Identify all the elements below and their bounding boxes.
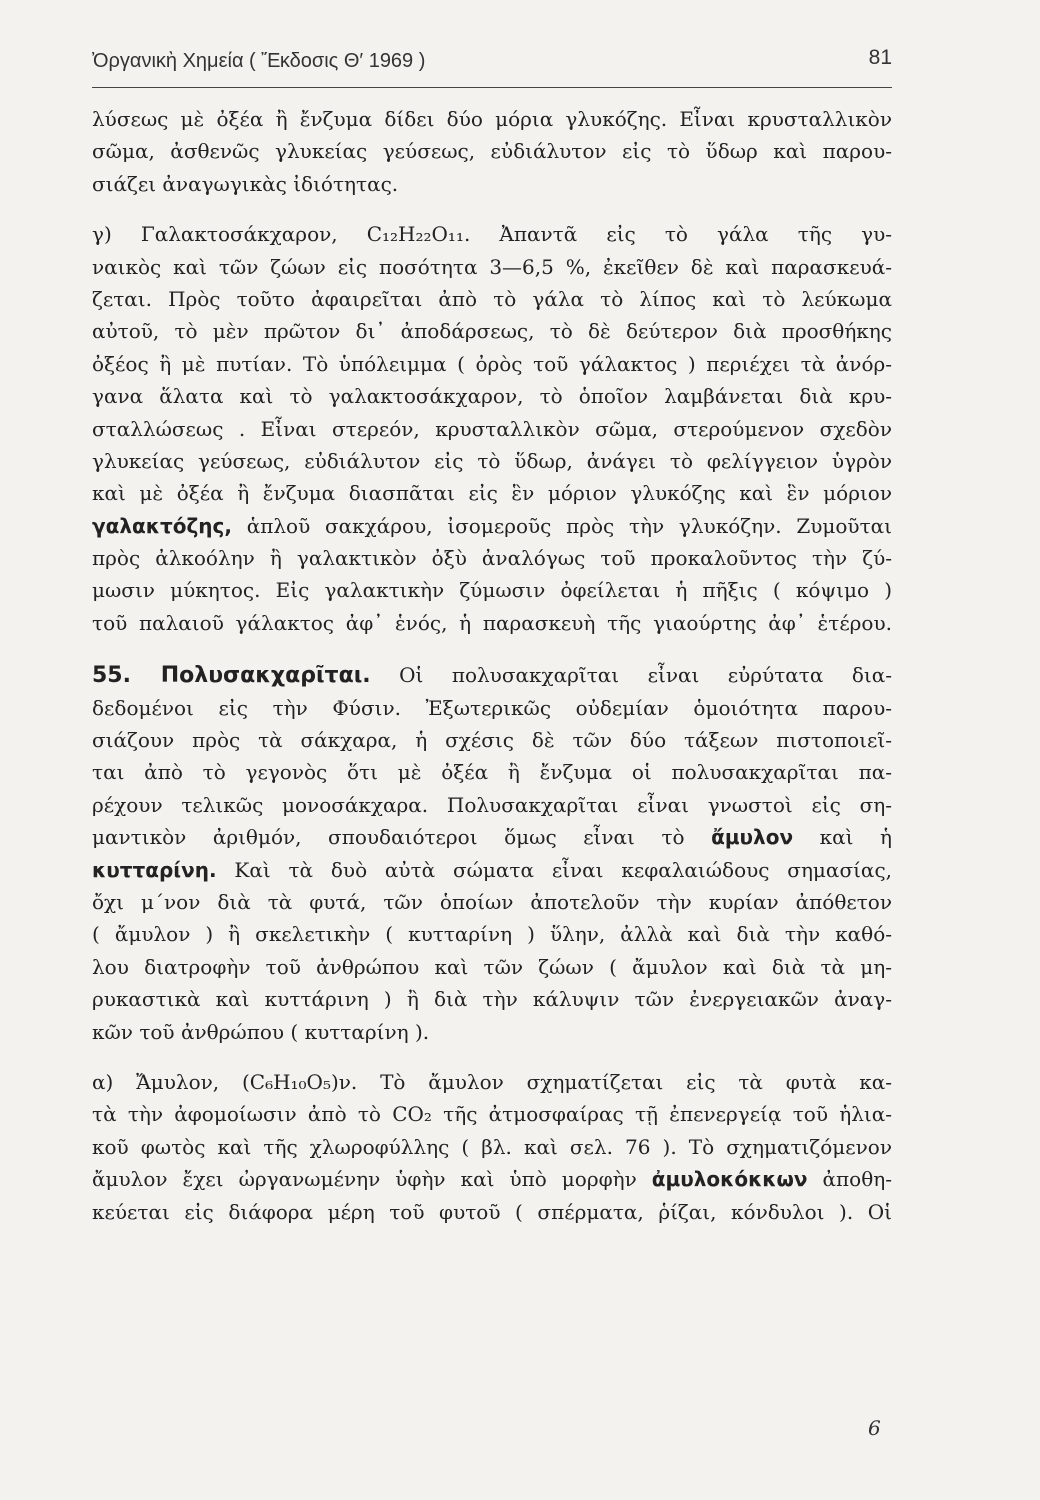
- text-line: κοῦ φωτὸς καὶ τῆς χλωροφύλλης ( βλ. καὶ σελ. 76 ). Τὸ σχηματιζόμενον: [92, 1134, 892, 1159]
- bold-term: ἄμυλον: [711, 825, 794, 850]
- paragraph-gap: [92, 200, 892, 218]
- text-line: [92, 1163, 892, 1195]
- paragraph-amylon: [92, 1066, 892, 1228]
- bold-term: ἀμυλοκόκκων: [651, 1167, 808, 1192]
- running-header: [92, 40, 892, 80]
- text-run: Οἱ πολυσακχαρῖται εἶναι εὐρύτατα δια-: [370, 663, 892, 688]
- text-line: ναικὸς καὶ τῶν ζώων εἰς ποσότητα 3—6,5 %, ἐκεῖθεν δὲ καὶ παρασκευά-: [92, 254, 892, 279]
- page-number: 81: [868, 46, 892, 69]
- text-line: γλυκείας γεύσεως, εὐδιάλυτον εἰς τὸ ὕδωρ, ἀνάγει τὸ φελίγγειον ὑγρὸν: [92, 448, 892, 473]
- text-line: α) Ἄμυλον, (C₆H₁₀O₅)ν. Τὸ ἄμυλον σχηματίζεται εἰς τὰ φυτὰ κα-: [92, 1069, 892, 1094]
- text-line: ρέχουν τελικῶς μονοσάκχαρα. Πολυσακχαρῖται εἶναι γνωστοὶ εἰς ση-: [92, 792, 892, 817]
- text-line: σιάζει ἀναγωγικὰς ἰδιότητας.: [92, 171, 399, 196]
- text-run: μαντικὸν ἀριθμόν, σπουδαιότεροι ὅμως εἶναι τὸ: [92, 825, 712, 850]
- text-line: δεδομένοι εἰς τὴν Φύσιν. Ἐξωτερικῶς οὐδεμίαν ὁμοιότητα παρου-: [92, 695, 892, 720]
- section-polysaccharides: [92, 659, 892, 1048]
- paragraph-continuation: [92, 103, 892, 200]
- section-heading: 55. Πολυσακχαρῖται.: [92, 663, 371, 689]
- text-line: μωσιν μύκητος. Εἰς γαλακτικὴν ζύμωσιν ὀφείλεται ἡ πῆξις ( κόψιμο ): [92, 578, 892, 603]
- text-run: ἀποθη-: [807, 1167, 892, 1192]
- text-run: ἄμυλον ἔχει ὠργανωμένην ὑφὴν καὶ ὑπὸ μορφὴν: [92, 1167, 652, 1192]
- text-line: λου διατροφὴν τοῦ ἀνθρώπου καὶ τῶν ζώων ( ἄμυλον καὶ διὰ τὰ μη-: [92, 954, 892, 979]
- text-run: Καὶ τὰ δυὸ αὐτὰ σώματα εἶναι κεφαλαιώδους σημασίας,: [216, 857, 892, 882]
- header-rule: [92, 87, 892, 88]
- text-line: ζεται. Πρὸς τοῦτο ἀφαιρεῖται ἀπὸ τὸ γάλα τὸ λίπος καὶ τὸ λεύκωμα: [92, 286, 892, 311]
- text-line: [92, 659, 892, 691]
- paragraph-gap: [92, 1048, 892, 1066]
- text-line: ὄχι μ΄νον διὰ τὰ φυτά, τῶν ὁποίων ἀποτελοῦν τὴν κυρίαν ἀπόθετον: [92, 889, 892, 914]
- text-line: αὐτοῦ, τὸ μὲν πρῶτον δι᾽ ἀποδάρσεως, τὸ δὲ δεύτερον διὰ προσθήκης: [92, 319, 892, 344]
- text-line: κῶν τοῦ ἀνθρώπου ( κυτταρίνη ).: [92, 1019, 430, 1044]
- text-line: [92, 854, 892, 886]
- text-line: ὀξέος ἢ μὲ πυτίαν. Τὸ ὑπόλειμμα ( ὀρὸς τοῦ γάλακτος ) περιέχει τὰ ἀνόρ-: [92, 351, 892, 376]
- text-run: καὶ ἡ: [793, 825, 892, 850]
- text-line: γ) Γαλακτοσάκχαρον, C₁₂H₂₂O₁₁. Ἀπαντᾶ εἰς τὸ γάλα τῆς γυ-: [92, 222, 892, 247]
- text-line: ται ἀπὸ τὸ γεγονὸς ὅτι μὲ ὀξέα ἢ ἔνζυμα οἱ πολυσακχαρῖται πα-: [92, 760, 892, 785]
- text-line: σιάζουν πρὸς τὰ σάκχαρα, ἡ σχέσις δὲ τῶν δύο τάξεων πιστοποιεῖ-: [92, 728, 892, 753]
- bold-term: κυτταρίνη.: [92, 857, 217, 882]
- text-line: τὰ τὴν ἀφομοίωσιν ἀπὸ τὸ CO₂ τῆς ἀτμοσφαίρας τῇ ἐπενεργείᾳ τοῦ ἡλια-: [92, 1102, 892, 1127]
- text-line: [92, 821, 892, 853]
- page-body: [92, 103, 892, 1228]
- text-line: καὶ μὲ ὀξέα ἢ ἔνζυμα διασπᾶται εἰς ἓν μόριον γλυκόζης καὶ ἓν μόριον: [92, 481, 892, 506]
- text-line: λύσεως μὲ ὀξέα ἢ ἔνζυμα δίδει δύο μόρια γλυκόζης. Εἶναι κρυσταλλικὸν: [92, 107, 892, 131]
- text-line: [92, 510, 892, 542]
- text-run: ἁπλοῦ σακχάρου, ἰσομεροῦς πρὸς τὴν γλυκόζην. Ζυμοῦται: [231, 513, 892, 538]
- text-line: τοῦ παλαιοῦ γάλακτος ἀφ᾽ ἑνός, ἡ παρασκευὴ τῆς γιαούρτης ἀφ᾽ ἑτέρου.: [92, 610, 892, 635]
- paragraph-galactosaccharon: [92, 218, 892, 639]
- text-line: κεύεται εἰς διάφορα μέρη τοῦ φυτοῦ ( σπέρματα, ῥίζαι, κόνδυλοι ). Οἱ: [92, 1199, 892, 1224]
- text-line: πρὸς ἀλκοόλην ἢ γαλακτικὸν ὀξὺ ἀναλόγως τοῦ προκαλοῦντος τὴν ζύ-: [92, 546, 892, 571]
- header-title: Ὀργανικὴ Χημεία ( Ἔκδοσις Θ′ 1969 ): [92, 50, 426, 72]
- signature-mark: 6: [868, 1416, 881, 1440]
- text-line: ( ἄμυλον ) ἢ σκελετικὴν ( κυτταρίνη ) ὕλην, ἀλλὰ καὶ διὰ τὴν καθό-: [92, 922, 892, 947]
- text-line: γανα ἅλατα καὶ τὸ γαλακτοσάκχαρον, τὸ ὁποῖον λαμβάνεται διὰ κρυ-: [92, 384, 892, 409]
- bold-term: γαλακτόζης,: [92, 513, 232, 538]
- section-gap: [92, 639, 892, 659]
- text-line: σταλλώσεως . Εἶναι στερεόν, κρυσταλλικὸν σῶμα, στερούμενον σχεδὸν: [92, 416, 892, 441]
- text-line: ρυκαστικὰ καὶ κυττάρινη ) ἢ διὰ τὴν κάλυψιν τῶν ἐνεργειακῶν ἀναγ-: [92, 987, 892, 1012]
- text-line: σῶμα, ἀσθενῶς γλυκείας γεύσεως, εὐδιάλυτον εἰς τὸ ὕδωρ καὶ παρου-: [92, 139, 892, 164]
